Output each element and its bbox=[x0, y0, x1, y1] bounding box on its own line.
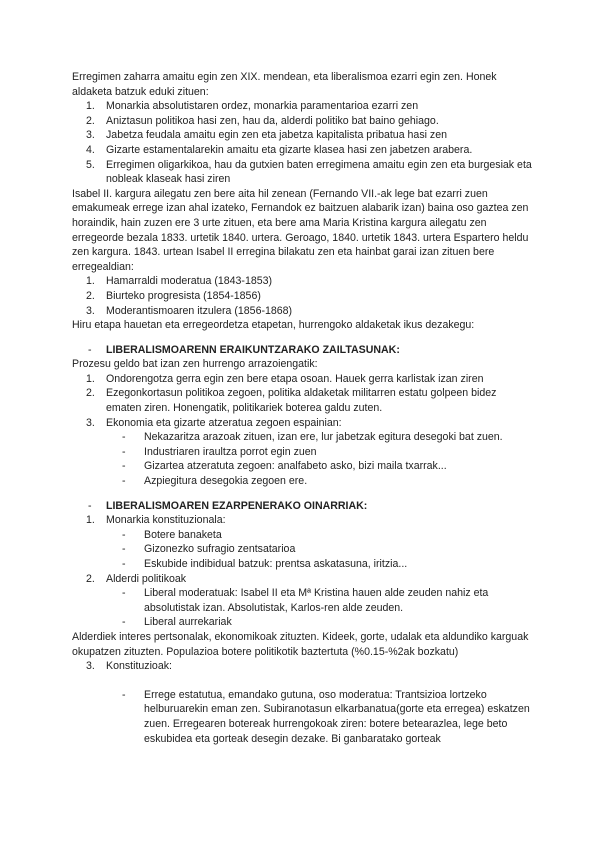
list-item: 1. Hamarraldi moderatua (1843-1853) bbox=[86, 275, 273, 288]
isabel-paragraph: Isabel II. kargura ailegatu zen bere aita hil zenean (Fernando VII.-ak lege bat ezarri zuen emakumeak erregе izan ahal izateko, Fernandok ez baitzuen alabarik izan) baina oso gaztea zen horaindik, hain zuzen ere 3 urte zituen, eta bere ama Maria Kristina kargura ailegatu zen erregeorde bezala 1833. urtetik 1840. urtera. Geroago, 1840. urtetik 1843. urtera Espartero heldu zen kargura. 1843. urtean Isabel II erregina bilakatu zen eta hainbat garai izan zituen bere erregealdian: bbox=[72, 187, 529, 273]
difficulties-list bbox=[72, 372, 532, 430]
list-item: 2. Ezegonkortasun politikoa zegoen, politika aldaketak militarren estatu golpeen bidez ematen ziren. Honengatik, politikariek boterea galdu zuten. bbox=[86, 387, 497, 415]
sub-item: - Errege estatutua, emandako gutuna, oso moderatua: Trantsizioa lortzeko helburuarekin eman zen. Subiranotasun elkarbanatua(gorte eta erregea) eskatzen zuen. Erregearen botereak hurrengokoak ziren: botere betearazlea, lege beto eskubidea eta gorteak desegin dezake. Bi ganbaratako gorteak bbox=[122, 688, 530, 745]
sub-item: - Gizartea atzeratuta zegoen: analfabeto asko, bizi maila txarrak... bbox=[122, 460, 447, 473]
sub-item: - Liberal moderatuak: Isabel II eta Mª Kristina hauen alde zeuden nahiz eta absolutistak izan. Absolutistak, Karlos-ren alde zeuden. bbox=[122, 587, 489, 614]
list-item: 3. Moderantismoaren itzulera (1856-1868) bbox=[86, 304, 293, 317]
document-body bbox=[72, 70, 532, 746]
section1-intro: Prozesu geldo bat izan zen hurrengo arrazoiengatik: bbox=[72, 358, 318, 371]
list-item: 2. Biurteko progresista (1854-1856) bbox=[86, 289, 261, 302]
parties-paragraph: Alderdiek interes pertsonalak, ekonomikoak zituzten. Kideek, gorte, udalak eta aldundiko karguak okupatzen zituzten. Populazioa botere politikotik baztertuta (%0.15-%2ak bozkatu) bbox=[72, 630, 529, 658]
list-item: 3. Jabetza feudala amaitu egin zen eta jabetza kapitalista pribatua hasi zen bbox=[86, 129, 447, 142]
sub-item: - Gizonezko sufragio zentsatarioa bbox=[122, 543, 296, 556]
list-item: 2. Alderdi politikoak bbox=[86, 572, 187, 585]
sub-item: - Nekazaritza arazoak zituen, izan ere, lur jabetzak egitura desegoki bat zuen. bbox=[122, 431, 503, 444]
list-item: 3. Konstituzioak: bbox=[86, 660, 172, 673]
sub-item: - Azpiegitura desegokia zegoen ere. bbox=[122, 475, 308, 488]
list-item: 2. Aniztasun politikoa hasi zen, hau da, alderdi politiko bat baino gehiago. bbox=[86, 114, 439, 127]
periods-outro: Hiru etapa hauetan eta erregeordetza etapetan, hurrengoko aldaketak ikus dezakegu: bbox=[72, 319, 475, 332]
list-item: 1. Monarkia absolutistaren ordez, monarkia paramentarioa ezarri zen bbox=[86, 100, 419, 113]
sub-item: - Industriaren iraultza porrot egin zuen bbox=[122, 445, 317, 458]
list-item: 4. Gizarte estamentalarekin amaitu eta gizarte klasea hasi zen jabetzen arabera. bbox=[86, 143, 473, 156]
list-item: 5. Erregimen oligarkikoa, hau da gutxien baten erregimena amaitu egin zen eta burgesiak eta nobleak klaseak hasi ziren bbox=[86, 158, 532, 186]
list-item: 1. Monarkia konstituzionala: bbox=[86, 514, 226, 527]
section-heading-difficulties: - LIBERALISMOARENN ERAIKUNTZARAKO ZAILTASUNAK: bbox=[88, 343, 400, 356]
list-item: 3. Ekonomia eta gizarte atzeratua zegoen espainian: bbox=[86, 416, 342, 429]
sub-item: - Liberal aurrekariak bbox=[122, 616, 232, 629]
changes-list bbox=[72, 99, 532, 187]
list-item: 1. Ondorengotza gerra egin zen bere etapa osoan. Hauek gerra karlistak izan ziren bbox=[86, 372, 484, 385]
section-heading-foundations: - LIBERALISMOAREN EZARPENERAKO OINARRIAK: bbox=[88, 499, 368, 512]
periods-list bbox=[72, 274, 532, 318]
sub-item: - Botere banaketa bbox=[122, 528, 222, 541]
sub-item: - Eskubide indibidual batzuk: prentsa askatasuna, iritzia... bbox=[122, 558, 408, 570]
intro-paragraph: Erregimen zaharra amaitu egin zen XIX. mendean, eta liberalismoa ezarri egin zen. Honek aldaketa batzuk eduki zituen: bbox=[72, 71, 497, 98]
spacer bbox=[72, 674, 532, 688]
